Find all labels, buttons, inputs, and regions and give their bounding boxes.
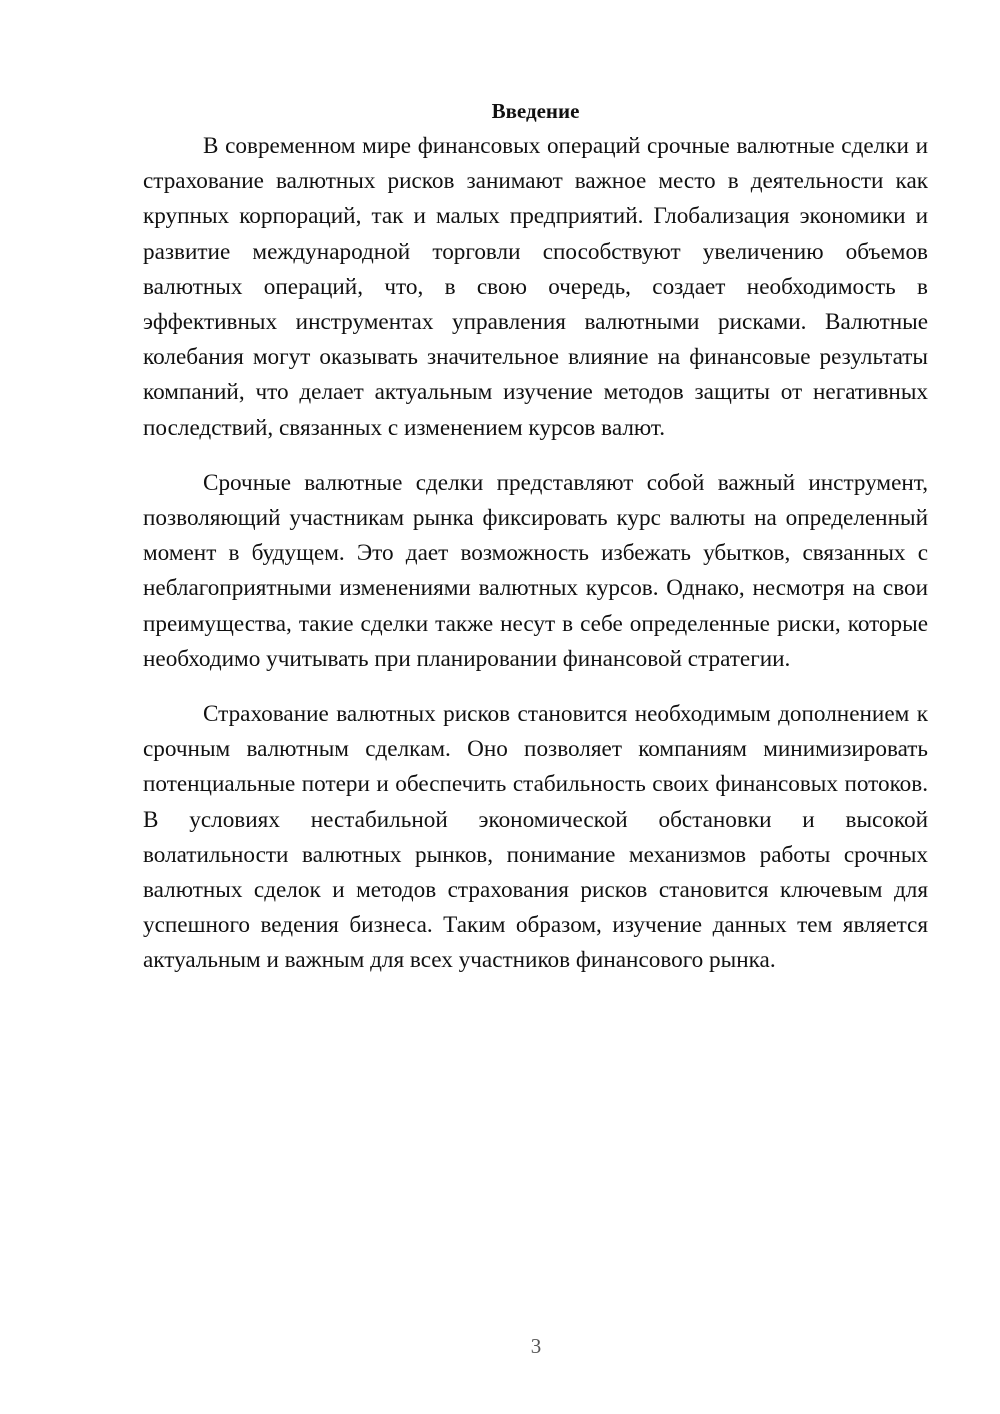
paragraph-1: В современном мире финансовых операций срочные валютные сделки и страхование валютных рисков занимают важное место в деятельности как крупных корпораций, так и малых предприятий. Глобализация экономики и развитие международной торговли способствуют увеличению объемов валютных операций, что, в свою очередь, создает необходимость в эффективных инструментах управления валютными рисками. Валютные колебания могут оказывать значительное влияние на финансовые результаты компаний, что делает актуальным изучение методов защиты от негативных последствий, связанных с изменением курсов валют. bbox=[143, 133, 928, 441]
paragraph-2: Срочные валютные сделки представляют собой важный инструмент, позволяющий участникам рынка фиксировать курс валюты на определенный момент в будущем. Это дает возможность избежать убытков, связанных с неблагоприятными изменениями валютных курсов. Однако, несмотря на свои преимущества, такие сделки также несут в себе определенные риски, которые необходимо учитывать при планировании финансовой стратегии. bbox=[143, 469, 928, 672]
page-content bbox=[143, 96, 928, 999]
page-number: 3 bbox=[530, 1334, 542, 1358]
paragraph-3: Страхование валютных рисков становится необходимым дополнением к срочным валютным сделкам. Оно позволяет компаниям минимизировать потенциальные потери и обеспечить стабильность своих финансовых потоков. В условиях нестабильной экономической обстановки и высокой волатильности валютных рынков, понимание механизмов работы срочных валютных сделок и методов страхования рисков становится ключевым для успешного ведения бизнеса. Таким образом, изучение данных тем является актуальным и важным для всех участников финансового рынка. bbox=[143, 701, 928, 974]
section-title: Введение bbox=[491, 99, 580, 123]
